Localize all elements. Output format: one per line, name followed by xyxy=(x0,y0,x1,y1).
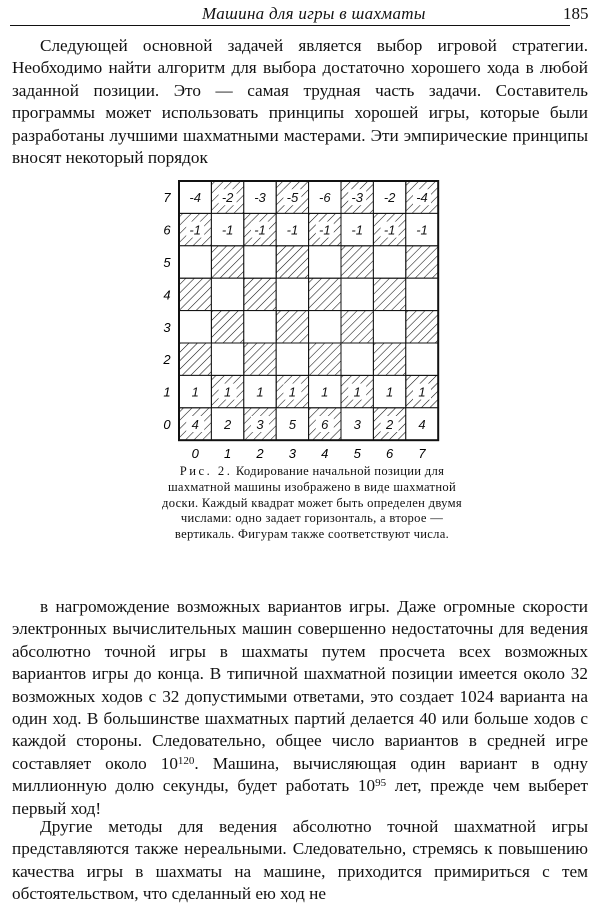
board-square xyxy=(244,343,276,375)
cell-value: -1 xyxy=(416,222,428,238)
row-label: 0 xyxy=(163,417,171,432)
board-square xyxy=(373,311,405,343)
cell-value: 1 xyxy=(288,384,297,400)
row-label: 3 xyxy=(163,319,171,335)
row-label: 2 xyxy=(163,352,171,368)
cell-value: -6 xyxy=(319,190,331,206)
column-label: 6 xyxy=(385,446,394,460)
board-square xyxy=(244,311,276,343)
cell-value: 5 xyxy=(288,417,297,432)
cell-value: -1 xyxy=(286,222,299,238)
cell-value: 1 xyxy=(321,384,329,400)
board-square xyxy=(179,343,211,375)
board-square xyxy=(309,278,341,310)
row-label: 7 xyxy=(163,190,171,206)
row-label: 4 xyxy=(163,287,171,303)
cell-value: 2 xyxy=(223,417,232,432)
figure-caption xyxy=(162,464,462,543)
column-label: 2 xyxy=(256,446,264,460)
row-label: 1 xyxy=(163,384,171,400)
board-square xyxy=(179,246,211,278)
paragraph-2-text-b: . Машина, вычисляющая один вариант в одну миллионную долю секунды, будет работать 10 xyxy=(12,753,588,796)
paragraph-2-text-a: в нагромождение возможных вариантов игры. Даже огромные скорости электронных вычислительных машин совершенно недостаточны для ведения абсолютно точной игры в шахматы путем просчета всех возможных вариантов игры до конца. В типичной шахматной позиции имеется около 32 возможных ходов с 32 допустимыми ответами, это создает 1024 варианта на один ход. В большинстве шахматных партий делается 40 или больше ходов с каждой стороны. Следовательно, общее число вариантов в средней игре составляет около 10 xyxy=(12,597,588,773)
cell-value: -1 xyxy=(383,222,396,238)
cell-value: 1 xyxy=(191,384,199,400)
board-square xyxy=(309,246,341,278)
row-label: 6 xyxy=(163,222,171,238)
figure-label: Рис. 2. xyxy=(179,464,233,478)
paragraph-1: Следующей основной задачей является выбор игровой стратегии. Необходимо найти алгоритм для выбора достаточно хорошего хода в любой заданной позиции. Это — самая трудная часть задачи. Составитель программы может использовать принципы хорошей игры, которые были разработаны лучшими шахматными мастерами. Эти эмпирические принципы вносят некоторый порядок xyxy=(12,36,588,168)
cell-value: -5 xyxy=(286,190,299,206)
cell-value: 1 xyxy=(223,384,232,400)
board-square xyxy=(179,278,211,310)
cell-value: -2 xyxy=(383,190,396,206)
cell-value: 6 xyxy=(321,417,329,432)
exponent-120: 120 xyxy=(177,754,195,767)
cell-value: -1 xyxy=(221,222,234,238)
running-title: Машина для игры в шахматы xyxy=(202,4,426,23)
board-square xyxy=(244,278,276,310)
cell-value: -3 xyxy=(254,190,266,206)
column-label: 0 xyxy=(191,446,199,460)
cell-value: 1 xyxy=(353,384,361,400)
board-square xyxy=(406,278,438,310)
board-square xyxy=(373,246,405,278)
row-label: 5 xyxy=(163,255,171,270)
column-label: 1 xyxy=(223,446,232,460)
figure-caption-text: Кодирование начальной позиции для шахматной машины изображено в виде шахматной доски. Каждый квадрат может быть определен двумя числами: одно задает горизонталь, а второе — вертикаль. Фигурам также соответствуют числа. xyxy=(162,464,462,542)
paragraph-2 xyxy=(12,596,588,820)
cell-value: -1 xyxy=(319,222,331,238)
paragraph-2-text-c: лет, прежде чем выберет первый ход! xyxy=(12,776,588,818)
board-square xyxy=(341,246,373,278)
exponent-95: 95 xyxy=(375,777,387,790)
cell-value: 4 xyxy=(191,417,199,432)
board-square xyxy=(309,311,341,343)
board-square xyxy=(373,343,405,375)
cell-value: 3 xyxy=(256,417,264,432)
chessboard xyxy=(150,178,450,460)
board-square xyxy=(211,278,243,310)
board-square xyxy=(244,246,276,278)
board-square xyxy=(341,343,373,375)
page-header xyxy=(10,2,590,28)
cell-value: 3 xyxy=(353,417,361,432)
cell-value: -4 xyxy=(189,190,201,206)
chessboard-figure xyxy=(150,178,450,465)
board-square xyxy=(211,311,243,343)
board-square xyxy=(276,311,308,343)
cell-value: -1 xyxy=(189,222,201,238)
board-square xyxy=(309,343,341,375)
column-label: 7 xyxy=(418,446,426,460)
board-square xyxy=(276,246,308,278)
board-square xyxy=(406,343,438,375)
board-square xyxy=(341,311,373,343)
cell-value: -1 xyxy=(254,222,266,238)
column-label: 4 xyxy=(321,446,329,460)
board-square xyxy=(373,278,405,310)
board-square xyxy=(179,311,211,343)
header-rule xyxy=(10,25,570,26)
board-square xyxy=(406,246,438,278)
column-label: 3 xyxy=(288,446,297,460)
cell-value: -3 xyxy=(351,190,363,206)
cell-value: -1 xyxy=(351,222,363,238)
cell-value: 2 xyxy=(385,417,394,432)
paragraph-3: Другие методы для ведения абсолютно точной шахматной игры представляются также нереальными. Следовательно, стремясь к повышению качества игры в шахматы на машине, приходится примириться с тем обстоятельством, что сделанный ею ход не xyxy=(12,817,588,904)
board-square xyxy=(276,278,308,310)
cell-value: 4 xyxy=(418,417,426,432)
column-label: 5 xyxy=(353,446,361,460)
cell-value: 1 xyxy=(418,384,426,400)
board-square xyxy=(276,343,308,375)
cell-value: -2 xyxy=(221,190,234,206)
board-square xyxy=(211,343,243,375)
cell-value: 1 xyxy=(385,384,394,400)
board-square xyxy=(211,246,243,278)
page-number: 185 xyxy=(563,4,589,23)
board-square xyxy=(341,278,373,310)
cell-value: 1 xyxy=(256,384,264,400)
board-square xyxy=(406,311,438,343)
cell-value: -4 xyxy=(416,190,428,206)
